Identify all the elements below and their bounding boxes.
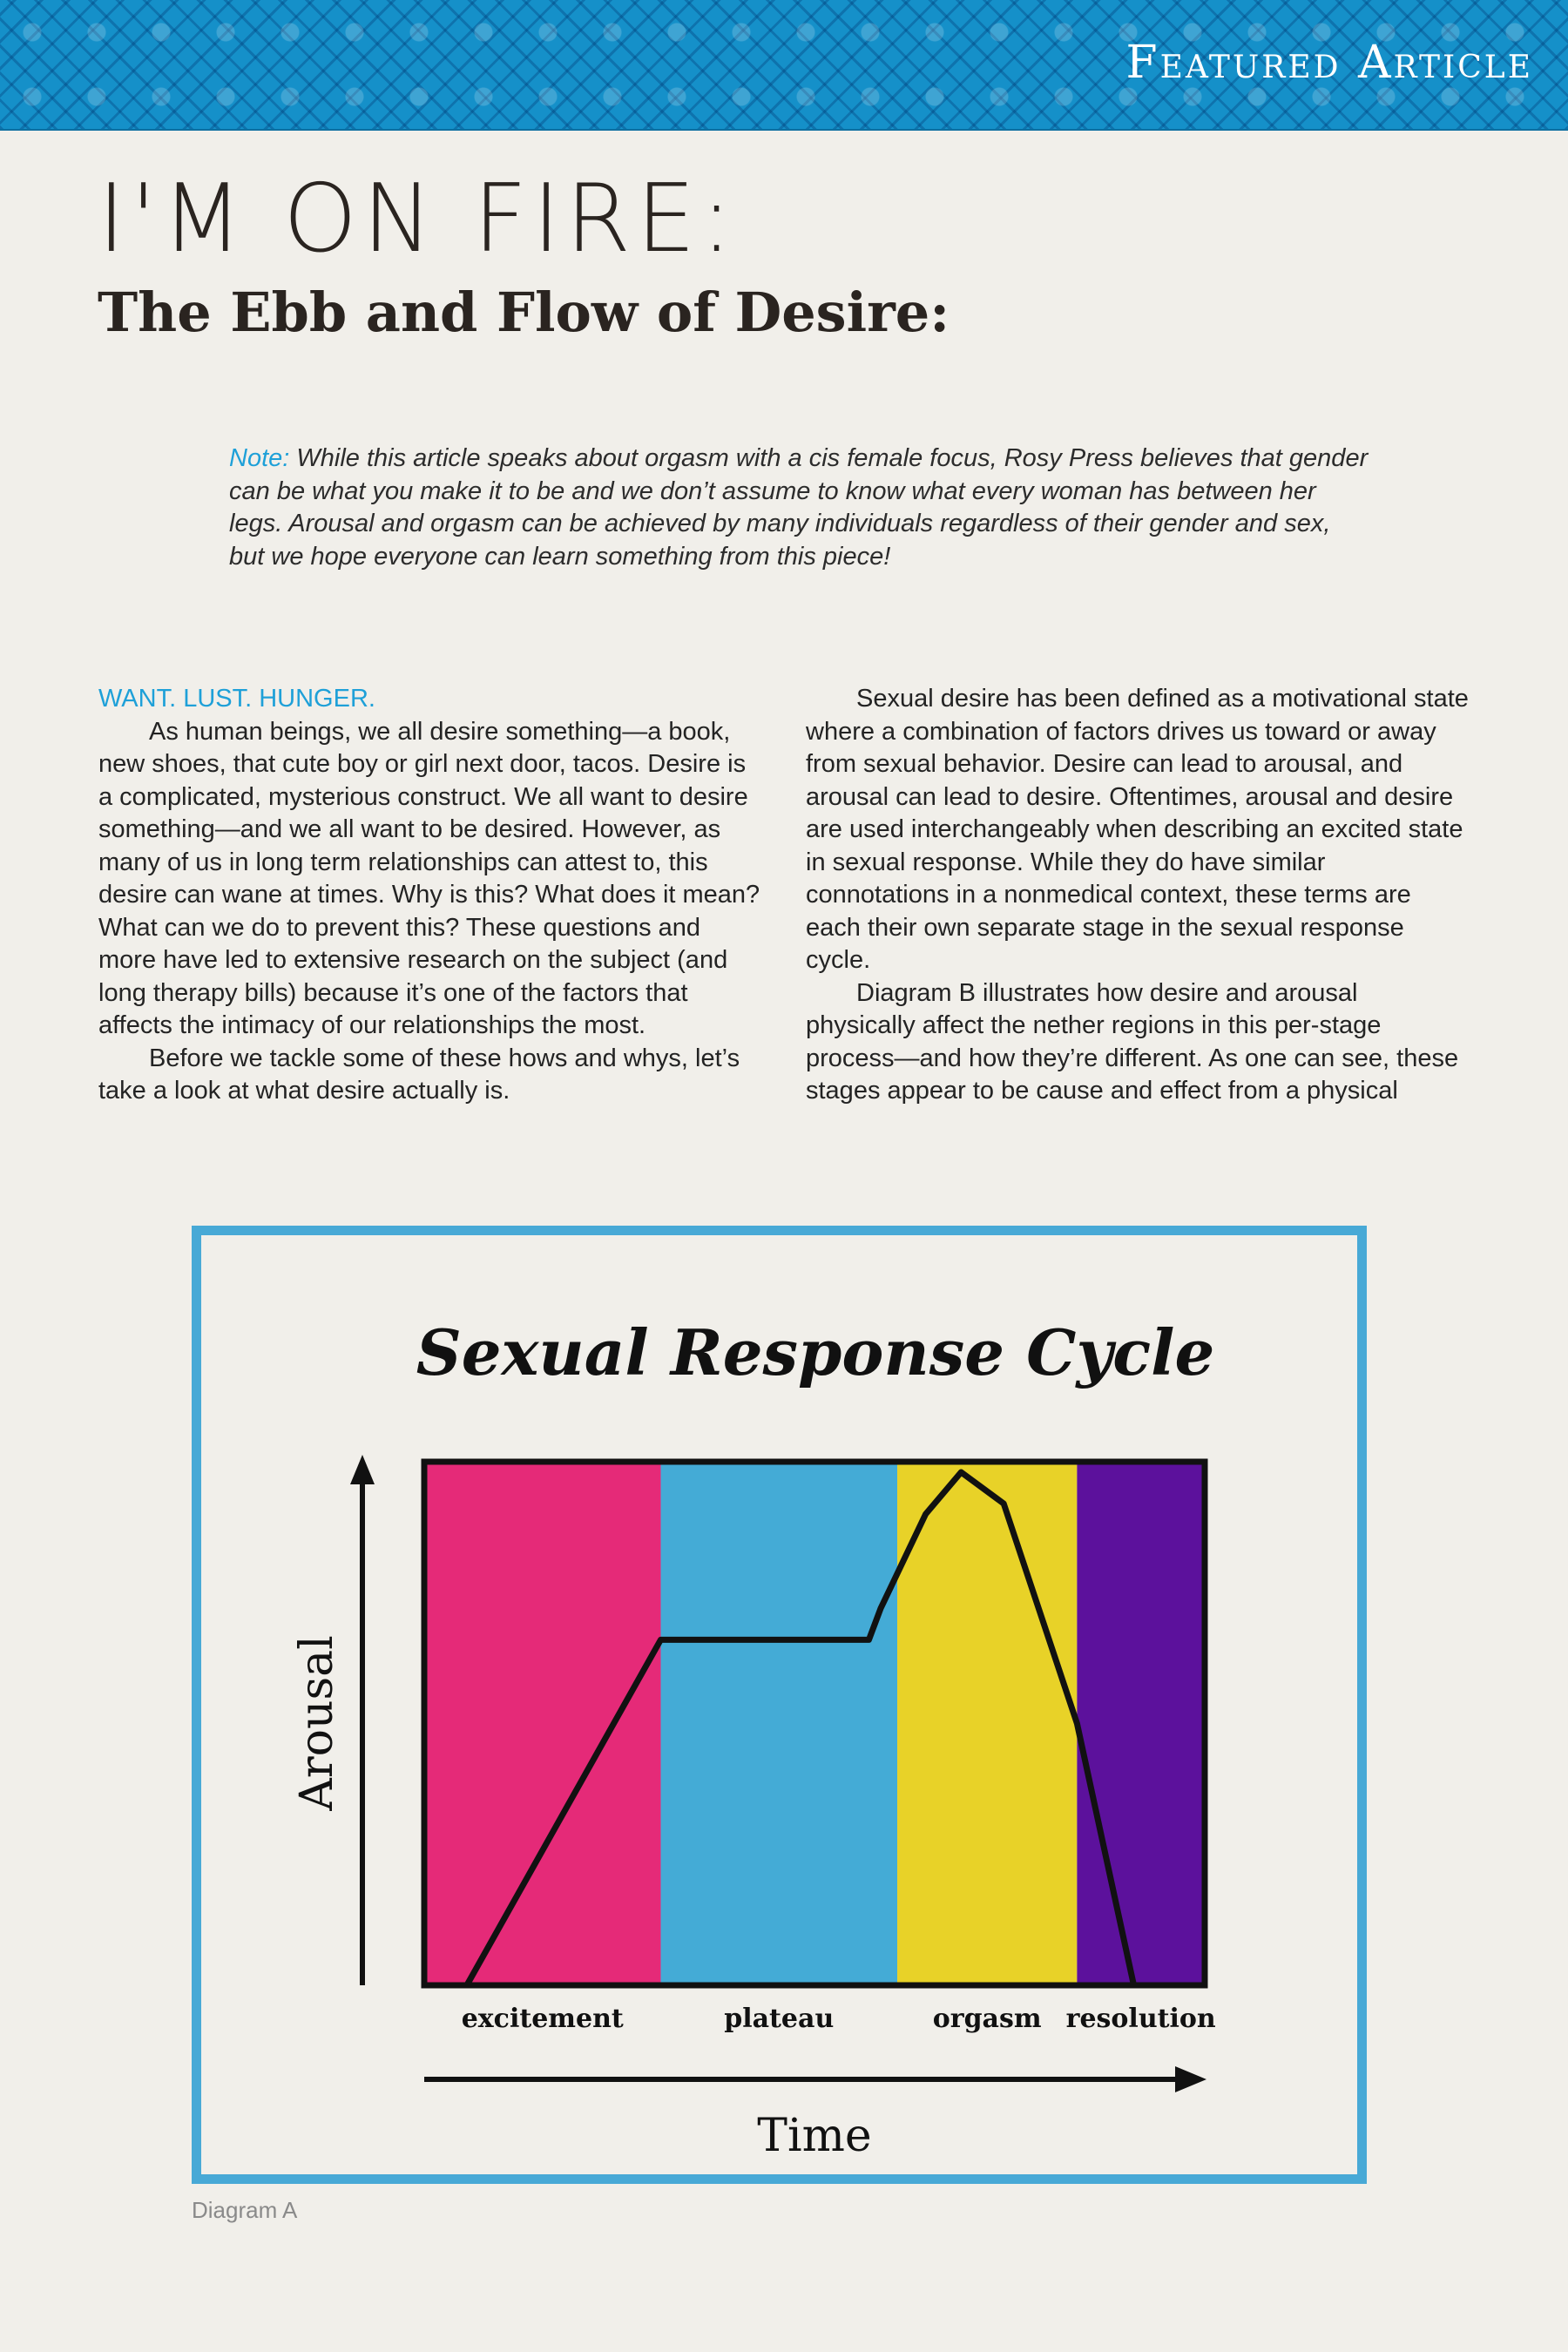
y-axis-label: Arousal (291, 1635, 343, 1811)
stage-band-resolution (1077, 1462, 1205, 1985)
stage-band-plateau (661, 1462, 898, 1985)
note-text: While this article speaks about orgasm with a cis female focus, Rosy Press believes that gender can be what you make it to be and we don’t assume to know what every woman has between her legs. Arousal and orgasm can be achieved by many individuals regardless of their gender and sex, but we hope everyone can learn something from this piece! (229, 444, 1369, 571)
editor-note (229, 443, 1370, 573)
diagram-frame (192, 1226, 1367, 2184)
x-axis-arrowhead (1175, 2066, 1206, 2092)
section-label: Featured Article (1125, 37, 1533, 89)
paragraph: Sexual desire has been defined as a motivational state where a combination of factors drives us toward or away from sexual behavior. Desire can lead to arousal, and arousal can lead to desire. Oftentimes, arousal and desire are used interchangeably when describing an excited state in sexual response. While they do have similar connotations in a nonmedical context, these terms are each their own separate stage in the sexual response cycle. (806, 685, 1469, 974)
right-column (806, 683, 1470, 1108)
stage-band-excitement (424, 1462, 661, 1985)
note-label: Note: (229, 444, 290, 472)
sexual-response-chart (201, 1235, 1357, 2174)
chart-title: Sexual Response Cycle (416, 1315, 1215, 1389)
article-title: I'M ON FIRE: (98, 165, 738, 274)
stage-label-plateau: plateau (724, 2004, 835, 2034)
paragraph: Diagram B illustrates how desire and arousal physically affect the nether regions in this per-stage process—and how they’re different. As one can see, these stages appear to be cause and effect from a physical (806, 978, 1459, 1105)
y-axis-arrowhead (350, 1455, 375, 1484)
stage-label-excitement: excitement (461, 2004, 624, 2034)
header-banner (0, 0, 1568, 131)
article-subtitle: The Ebb and Flow of Desire: (98, 280, 950, 344)
left-column (98, 683, 762, 1108)
stage-band-orgasm (897, 1462, 1077, 1985)
paragraph: Before we tackle some of these hows and whys, let’s take a look at what desire actually is. (98, 1044, 740, 1105)
diagram-caption: Diagram A (192, 2197, 298, 2223)
paragraph: As human beings, we all desire something—a book, new shoes, that cute boy or girl next door, tacos. Desire is a complicated, mysterious construct. We all want to desire something—and we all want to be desired. However, as many of us in long term relationships can attest to, this desire can wane at times. Why is this? What does it mean? What can we do to prevent this? These questions and more have led to extensive research on the subject (and long therapy bills) because it’s one of the factors that affects the intimacy of our relationships the most. (98, 717, 760, 1039)
stage-label-orgasm: orgasm (932, 2004, 1042, 2034)
x-axis-label: Time (757, 2110, 872, 2162)
section-heading: WANT. LUST. HUNGER. (98, 685, 375, 713)
stage-label-resolution: resolution (1065, 2004, 1216, 2034)
